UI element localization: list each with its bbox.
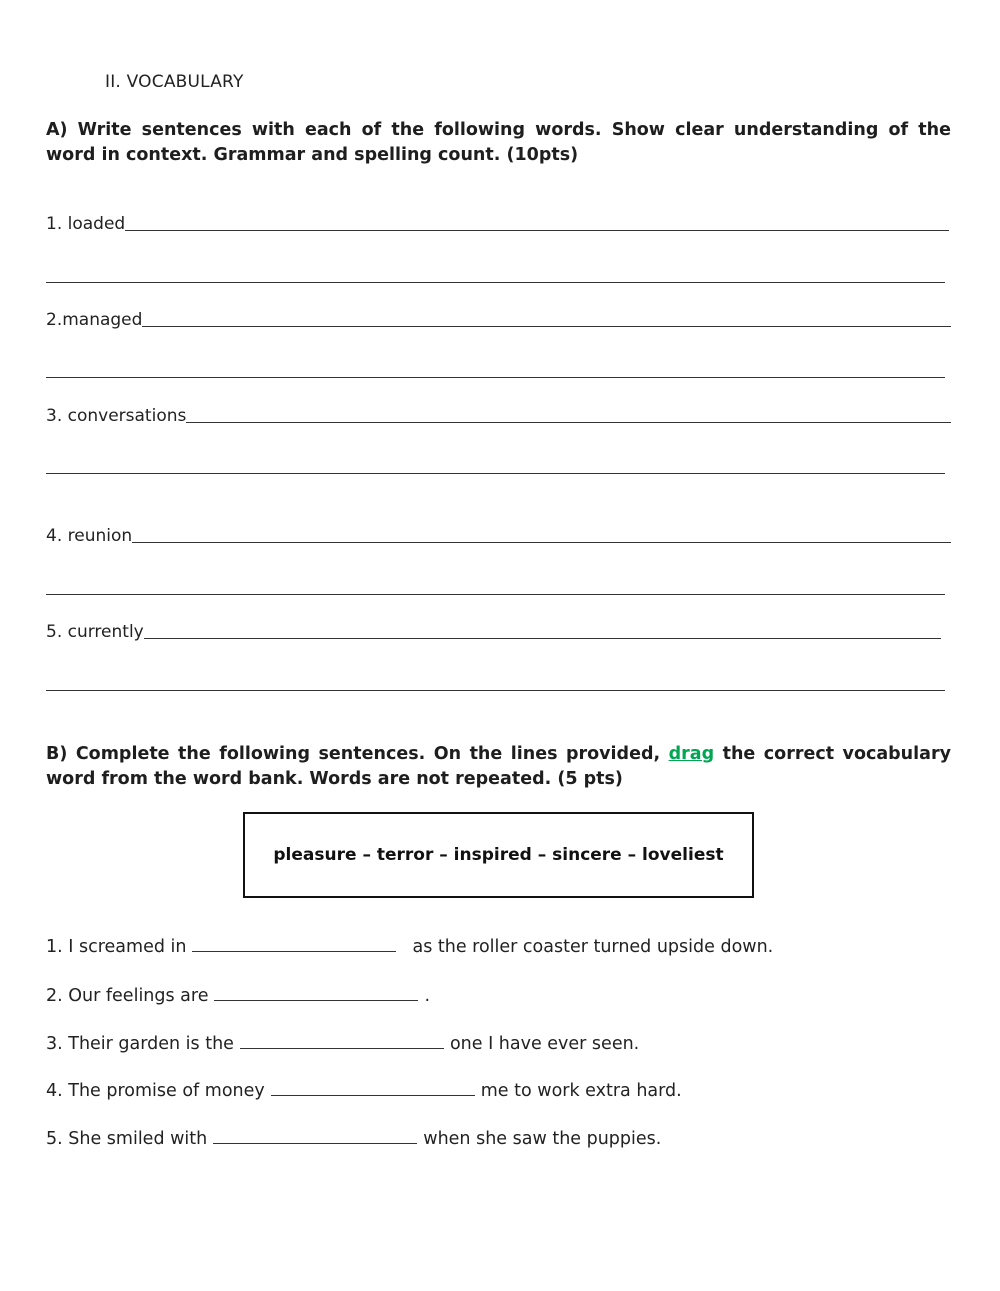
drop-blank-1[interactable] (192, 951, 396, 952)
answer-line-5b[interactable] (46, 690, 945, 691)
word-bank (243, 812, 754, 898)
part-b-instruction-end: the correct vocabulary word from the word bank. Words are not repeated. (5 pts) (46, 744, 951, 789)
drop-blank-2[interactable] (214, 1000, 418, 1001)
sentence-after: me to work extra hard. (480, 1081, 682, 1101)
answer-line-3b[interactable] (46, 473, 945, 474)
sentence-line-2[interactable] (46, 308, 951, 332)
sentence-before: 1. I screamed in (46, 937, 187, 957)
answer-rule (144, 638, 941, 639)
sentence-before: 3. Their garden is the (46, 1034, 234, 1054)
drop-blank-5[interactable] (213, 1143, 417, 1144)
part-b-instruction-start: B) Complete the following sentences. On the lines provided, (46, 744, 669, 764)
answer-line-2b[interactable] (46, 377, 945, 378)
sentence-before: 5. She smiled with (46, 1129, 208, 1149)
fill-sentence-1 (46, 931, 773, 957)
sentence-line-4[interactable] (46, 524, 951, 548)
part-b-instruction (46, 742, 951, 792)
word-label-reunion: 4. reunion (46, 526, 133, 546)
word-label-conversations: 3. conversations (46, 406, 187, 426)
word-label-managed: 2.managed (46, 310, 143, 330)
sentence-after: . (424, 986, 431, 1006)
word-label-loaded: 1. loaded (46, 214, 126, 234)
drop-blank-3[interactable] (240, 1048, 444, 1049)
part-a-instruction: A) Write sentences with each of the following words. Show clear understanding of the word in context. Grammar and spelling count. (10pts) (46, 120, 951, 165)
answer-line-1b[interactable] (46, 282, 945, 283)
sentence-line-3[interactable] (46, 404, 951, 428)
fill-sentence-5 (46, 1123, 661, 1149)
answer-rule (186, 422, 951, 423)
answer-rule (132, 542, 951, 543)
sentence-before: 2. Our feelings are (46, 986, 209, 1006)
word-label-currently: 5. currently (46, 622, 144, 642)
word-bank-words[interactable]: pleasure – terror – inspired – sincere – loveliest (273, 845, 724, 865)
sentence-after: when she saw the puppies. (423, 1129, 662, 1149)
answer-line-4b[interactable] (46, 594, 945, 595)
fill-sentence-2 (46, 980, 430, 1006)
sentence-before: 4. The promise of money (46, 1081, 265, 1101)
fill-sentence-3 (46, 1028, 639, 1054)
sentence-line-1[interactable] (46, 212, 949, 236)
fill-sentence-4 (46, 1075, 682, 1101)
section-title: II. VOCABULARY (105, 72, 244, 92)
sentence-line-5[interactable] (46, 620, 941, 644)
sentence-after: as the roller coaster turned upside down. (412, 937, 774, 957)
drag-link[interactable]: drag (668, 744, 715, 764)
answer-rule (125, 230, 949, 231)
sentence-after: one I have ever seen. (449, 1034, 640, 1054)
answer-rule (142, 326, 951, 327)
drop-blank-4[interactable] (271, 1095, 475, 1096)
